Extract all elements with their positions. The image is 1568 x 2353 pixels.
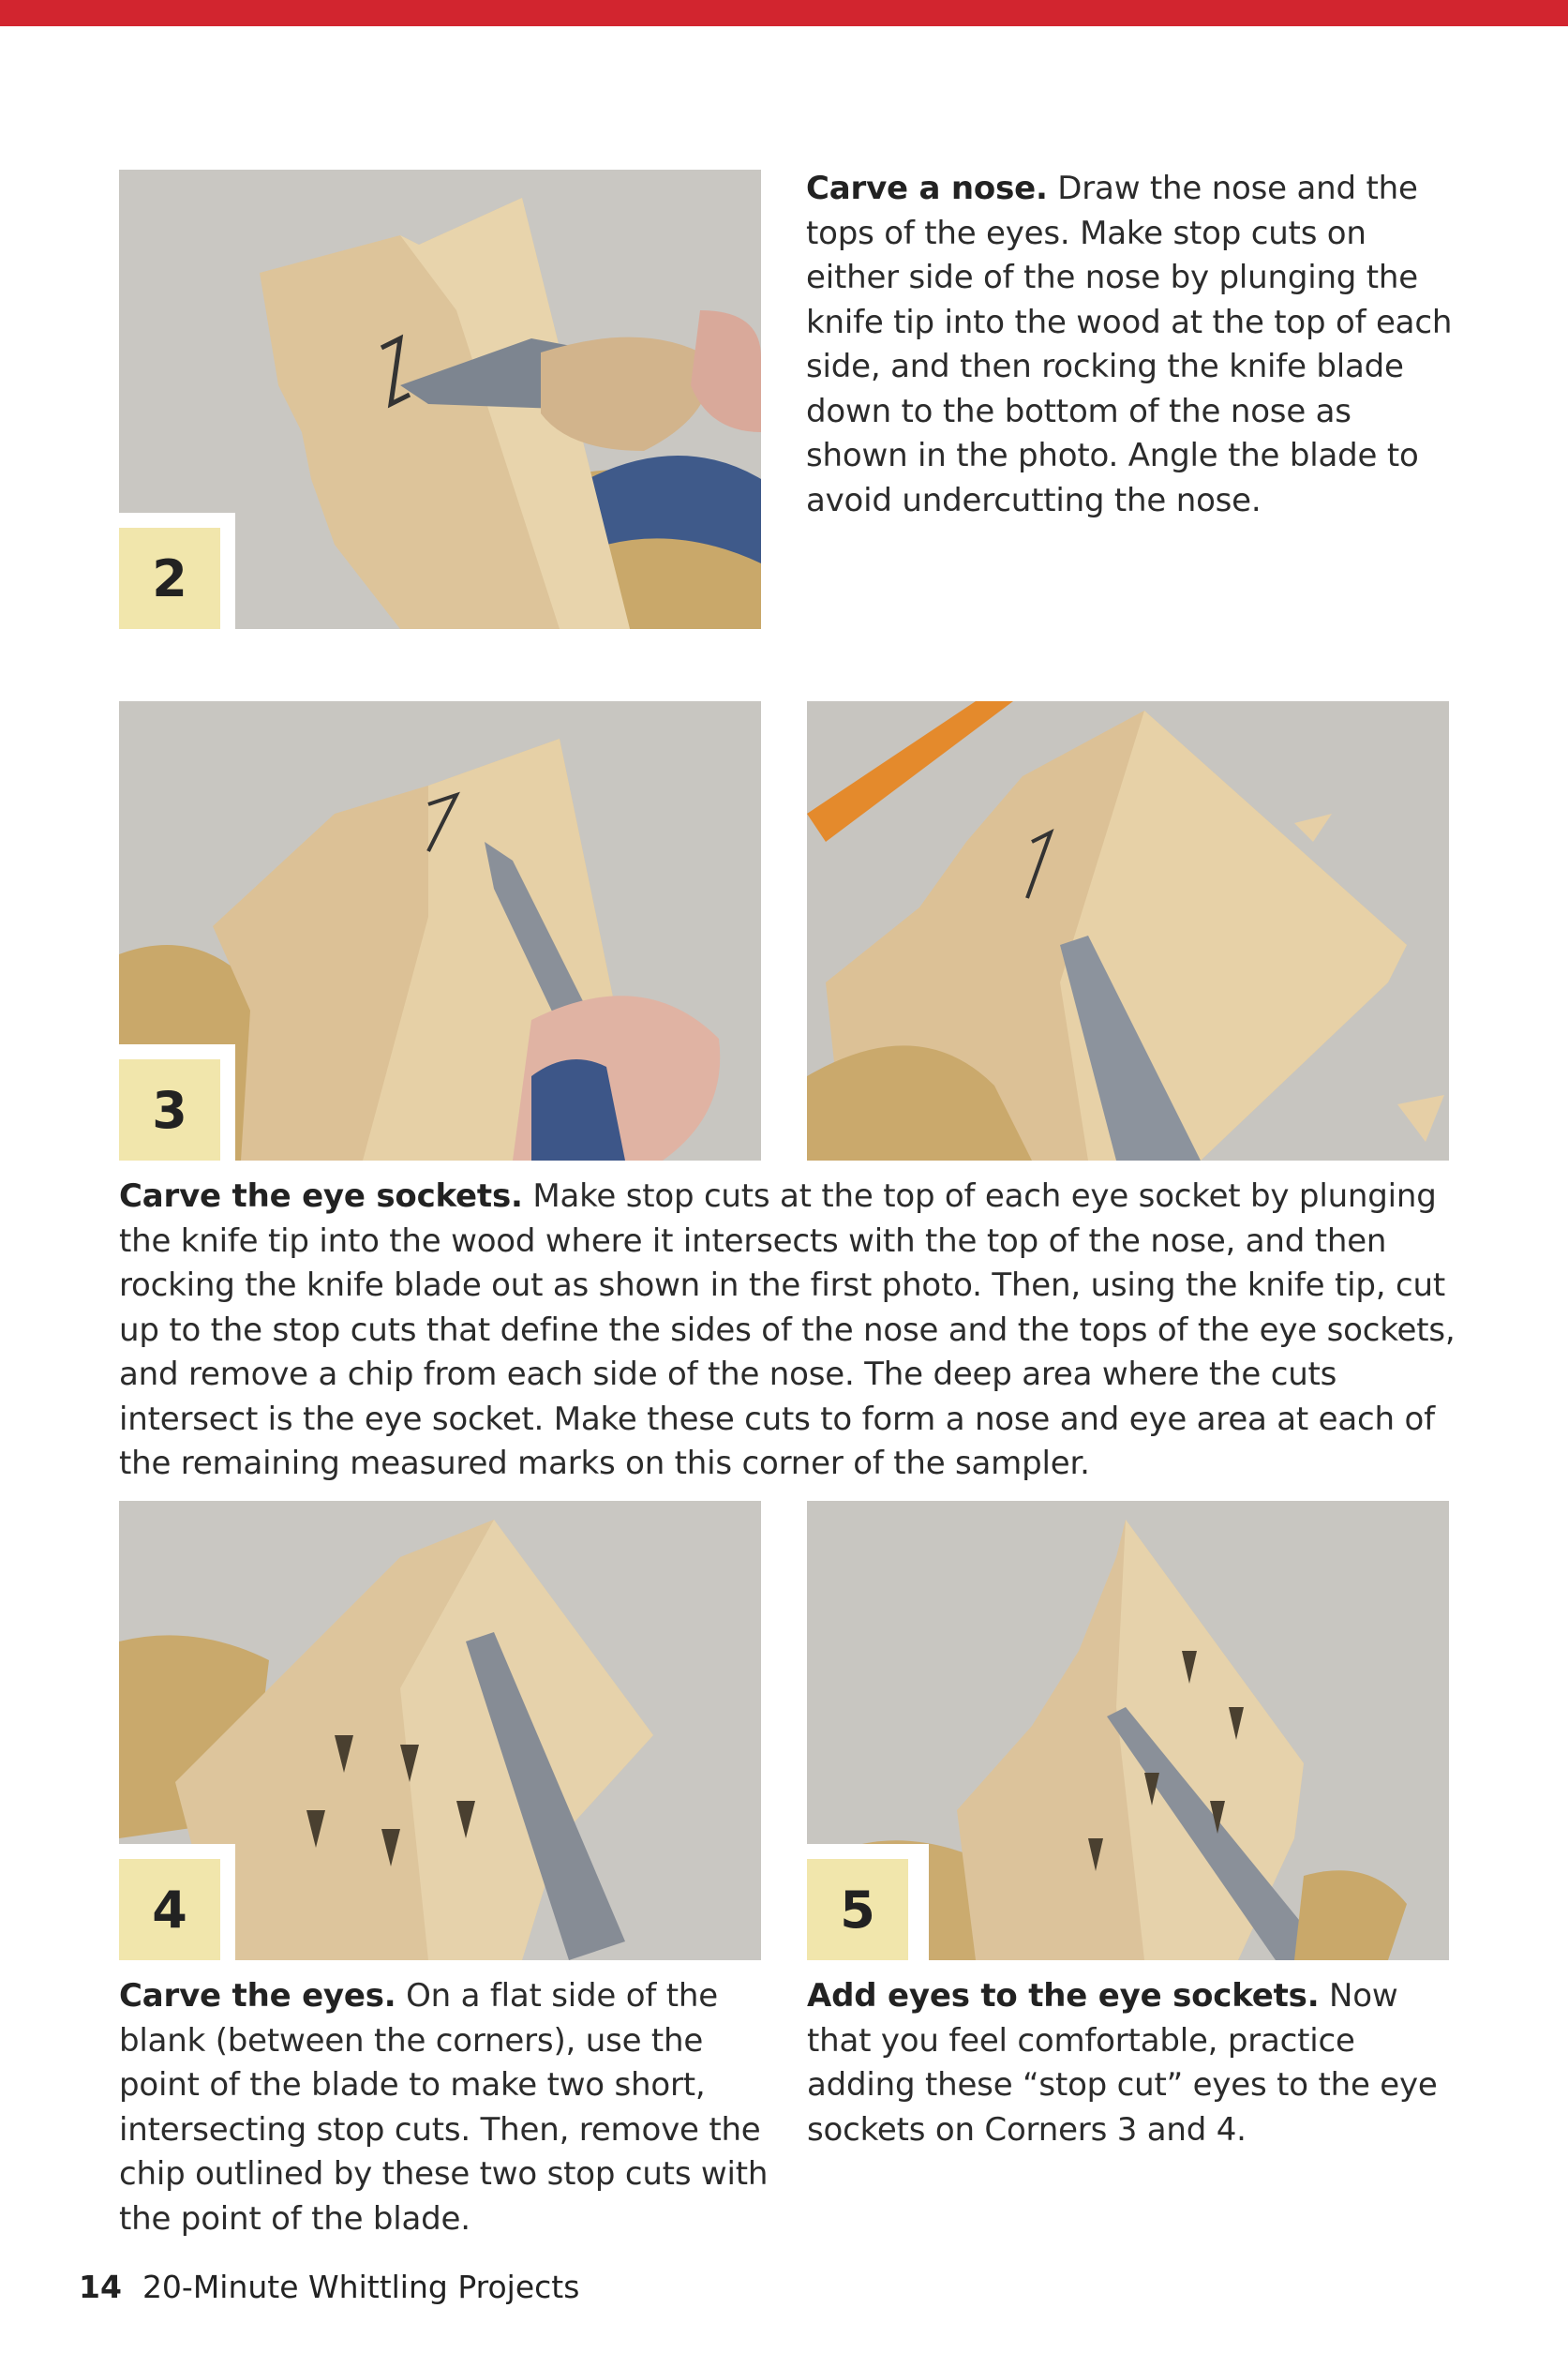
- photo-step-2: [119, 170, 761, 629]
- step-4-paragraph: [119, 1974, 775, 2241]
- step-3-paragraph: [119, 1175, 1478, 1487]
- step-3-text: Make stop cuts at the top of each eye socket by plunging the knife tip into the wood where it intersects with the top of the nose, and then rocking the knife blade out as shown in the first photo. Then, using the knife tip, cut up to the stop cuts that define the sides of the nose and the tops of the eye sockets, and remove a chip from each side of the nose. The deep area where the cuts intersect is the eye socket. Make these cuts to form a nose and eye area at each of the remaining measured marks on this corner of the sampler.: [119, 1177, 1456, 1482]
- step-5-heading: Add eyes to the eye sockets.: [807, 1977, 1320, 2015]
- step-2-text: Draw the nose and the tops of the eyes. Make stop cuts on either side of the nose by plunging the knife tip into the wood at the top of each side, and then rocking the knife blade down to the bottom of the nose as shown in the photo. Angle the blade to avoid undercutting the nose.: [806, 170, 1453, 519]
- step-4-text: On a flat side of the blank (between the corners), use the point of the blade to make two short, intersecting stop cuts. Then, remove the chip outlined by these two stop cuts with the point of the blade.: [119, 1977, 769, 2238]
- step-5-badge-frame: [807, 1844, 929, 1960]
- step-4-number: 4: [119, 1859, 220, 1960]
- photo-step-3b-image: [807, 701, 1449, 1161]
- step-5-text: Now that you feel comfortable, practice adding these “stop cut” eyes to the eye sockets on Corners 3 and 4.: [807, 1977, 1438, 2149]
- step-2-paragraph: [806, 167, 1462, 523]
- step-2-heading: Carve a nose.: [806, 170, 1048, 207]
- step-2-number: 2: [119, 528, 220, 629]
- photo-step-3a: [119, 701, 761, 1161]
- page-number: 14: [79, 2269, 122, 2305]
- step-2-badge-frame: [119, 513, 235, 629]
- step-3-badge-frame: [119, 1044, 235, 1161]
- step-3-number: 3: [119, 1059, 220, 1161]
- page-footer: [79, 2269, 579, 2305]
- step-3-heading: Carve the eye sockets.: [119, 1177, 523, 1215]
- step-5-paragraph: [807, 1974, 1463, 2152]
- photo-step-5: [807, 1501, 1449, 1960]
- book-title: 20-Minute Whittling Projects: [142, 2269, 580, 2305]
- step-4-badge-frame: [119, 1844, 235, 1960]
- header-color-bar: [0, 0, 1568, 26]
- step-4-heading: Carve the eyes.: [119, 1977, 396, 2015]
- step-5-number: 5: [807, 1859, 908, 1960]
- photo-step-3b: [807, 701, 1449, 1161]
- photo-step-4: [119, 1501, 761, 1960]
